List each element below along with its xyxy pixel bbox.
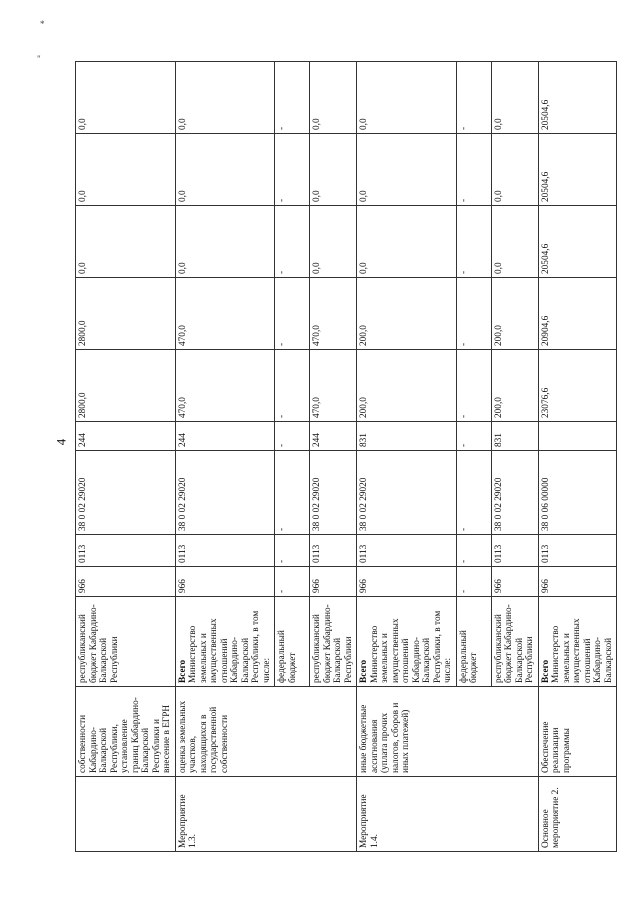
row-description: оценка земельных участков, находящихся в государственной собственности xyxy=(175,687,357,777)
vr-cell: 244 xyxy=(310,422,357,451)
year-value-5: 0,0 xyxy=(491,62,538,134)
budget-table xyxy=(75,61,617,852)
rzpr-cell: 0113 xyxy=(357,535,457,567)
year-value-2: 200,0 xyxy=(491,278,538,350)
year-value-1: 200,0 xyxy=(357,350,457,422)
rotated-table-wrapper xyxy=(75,62,614,852)
csr-cell: 38 0 02 29020 xyxy=(175,451,275,535)
rzpr-cell: - xyxy=(275,535,310,567)
row-executor xyxy=(310,597,357,687)
row-program-label: Мероприятие 1.3. xyxy=(175,777,357,852)
page-number: 4 xyxy=(53,438,69,446)
year-value-4: - xyxy=(275,134,310,206)
year-value-1: - xyxy=(456,350,491,422)
csr-cell: 38 0 06 00000 xyxy=(538,451,617,535)
row-executor xyxy=(491,597,538,687)
grbs-cell: 966 xyxy=(491,567,538,597)
rzpr-cell: 0113 xyxy=(491,535,538,567)
year-value-3: 0,0 xyxy=(175,206,275,278)
rzpr-cell: 0113 xyxy=(310,535,357,567)
table-row xyxy=(175,62,275,852)
year-value-1: 470,0 xyxy=(175,350,275,422)
row-executor xyxy=(175,597,275,687)
row-executor xyxy=(538,597,617,687)
year-value-4: 0,0 xyxy=(357,134,457,206)
vr-cell: - xyxy=(456,422,491,451)
csr-cell: 38 0 02 29020 xyxy=(76,451,176,535)
year-value-3: 0,0 xyxy=(76,206,176,278)
year-value-1: 470,0 xyxy=(310,350,357,422)
year-value-2: 470,0 xyxy=(175,278,275,350)
executor-text: республиканский бюджет Кабардино-Балкарской Республики xyxy=(493,604,535,683)
csr-cell: - xyxy=(456,451,491,535)
vr-cell xyxy=(538,422,617,451)
executor-total-label: Всего xyxy=(177,659,188,683)
executor-text: Министерство земельных и имущественных отношений Кабардино-Балкарской Республики, в том числе: xyxy=(188,610,272,683)
year-value-3: 0,0 xyxy=(310,206,357,278)
year-value-4: 0,0 xyxy=(310,134,357,206)
year-value-5: 20504,6 xyxy=(538,62,617,134)
rzpr-cell: - xyxy=(456,535,491,567)
year-value-4: - xyxy=(456,134,491,206)
page-mark-second: " xyxy=(37,54,41,64)
year-value-1: 2800,0 xyxy=(76,350,176,422)
year-value-5: 0,0 xyxy=(310,62,357,134)
row-executor xyxy=(357,597,457,687)
csr-cell: 38 0 02 29020 xyxy=(491,451,538,535)
page-mark-top: * xyxy=(40,19,45,29)
executor-total-label: Всего xyxy=(359,659,369,683)
year-value-5: 0,0 xyxy=(175,62,275,134)
grbs-cell: 966 xyxy=(76,567,176,597)
year-value-3: - xyxy=(456,206,491,278)
csr-cell: 38 0 02 29020 xyxy=(357,451,457,535)
row-program-label: Мероприятие 1.4. xyxy=(357,777,539,852)
vr-cell: 244 xyxy=(175,422,275,451)
grbs-cell: 966 xyxy=(357,567,457,597)
year-value-2: 2800,0 xyxy=(76,278,176,350)
year-value-3: 0,0 xyxy=(357,206,457,278)
year-value-2: - xyxy=(275,278,310,350)
rzpr-cell: 0113 xyxy=(538,535,617,567)
executor-text: Министерство земельных и имущественных отношений Кабардино-Балкарской Республики, в том числе: xyxy=(369,610,453,683)
year-value-5: 0,0 xyxy=(76,62,176,134)
year-value-3: - xyxy=(275,206,310,278)
executor-text: федеральный бюджет xyxy=(277,630,298,683)
grbs-cell: - xyxy=(275,567,310,597)
row-description: иные бюджетные ассигнования (уплата прочих налогов, сборов и иных платежей) xyxy=(357,687,539,777)
year-value-4: 20504,6 xyxy=(538,134,617,206)
executor-text: федеральный бюджет xyxy=(458,630,479,683)
rzpr-cell: 0113 xyxy=(76,535,176,567)
vr-cell: 244 xyxy=(76,422,176,451)
rzpr-cell: 0113 xyxy=(175,535,275,567)
year-value-5: - xyxy=(275,62,310,134)
vr-cell: - xyxy=(275,422,310,451)
year-value-1: 23076,6 xyxy=(538,350,617,422)
year-value-3: 20504,6 xyxy=(538,206,617,278)
csr-cell: - xyxy=(275,451,310,535)
row-program-label xyxy=(76,777,176,852)
year-value-4: 0,0 xyxy=(491,134,538,206)
year-value-1: - xyxy=(275,350,310,422)
row-executor xyxy=(275,597,310,687)
year-value-3: 0,0 xyxy=(491,206,538,278)
row-executor xyxy=(76,597,176,687)
year-value-5: - xyxy=(456,62,491,134)
year-value-2: 470,0 xyxy=(310,278,357,350)
row-description: собственности Кабардино-Балкарской Республики, установление границ Кабардино-Балкарской Республики и внесение в ЕГРН xyxy=(76,687,176,777)
executor-text: Министерство земельных и имущественных отношений Кабардино-Балкарской xyxy=(551,618,614,683)
grbs-cell: 966 xyxy=(538,567,617,597)
grbs-cell: - xyxy=(456,567,491,597)
executor-text: республиканский бюджет Кабардино-Балкарской Республики xyxy=(312,604,354,683)
table-row xyxy=(538,62,617,852)
csr-cell: 38 0 02 29020 xyxy=(310,451,357,535)
vr-cell: 831 xyxy=(491,422,538,451)
year-value-2: 200,0 xyxy=(357,278,457,350)
executor-total-label: Всего xyxy=(540,659,551,683)
year-value-2: 20904,6 xyxy=(538,278,617,350)
year-value-5: 0,0 xyxy=(357,62,457,134)
row-program-label: Основное мероприятие 2. xyxy=(538,777,617,852)
year-value-4: 0,0 xyxy=(76,134,176,206)
year-value-2: - xyxy=(456,278,491,350)
executor-text: республиканский бюджет Кабардино-Балкарской Республики xyxy=(78,604,120,683)
vr-cell: 831 xyxy=(357,422,457,451)
table-row xyxy=(357,62,457,852)
grbs-cell: 966 xyxy=(310,567,357,597)
year-value-1: 200,0 xyxy=(491,350,538,422)
row-description: Обеспечение реализации программы xyxy=(538,687,617,777)
grbs-cell: 966 xyxy=(175,567,275,597)
table-row xyxy=(76,62,176,852)
year-value-4: 0,0 xyxy=(175,134,275,206)
row-executor xyxy=(456,597,491,687)
